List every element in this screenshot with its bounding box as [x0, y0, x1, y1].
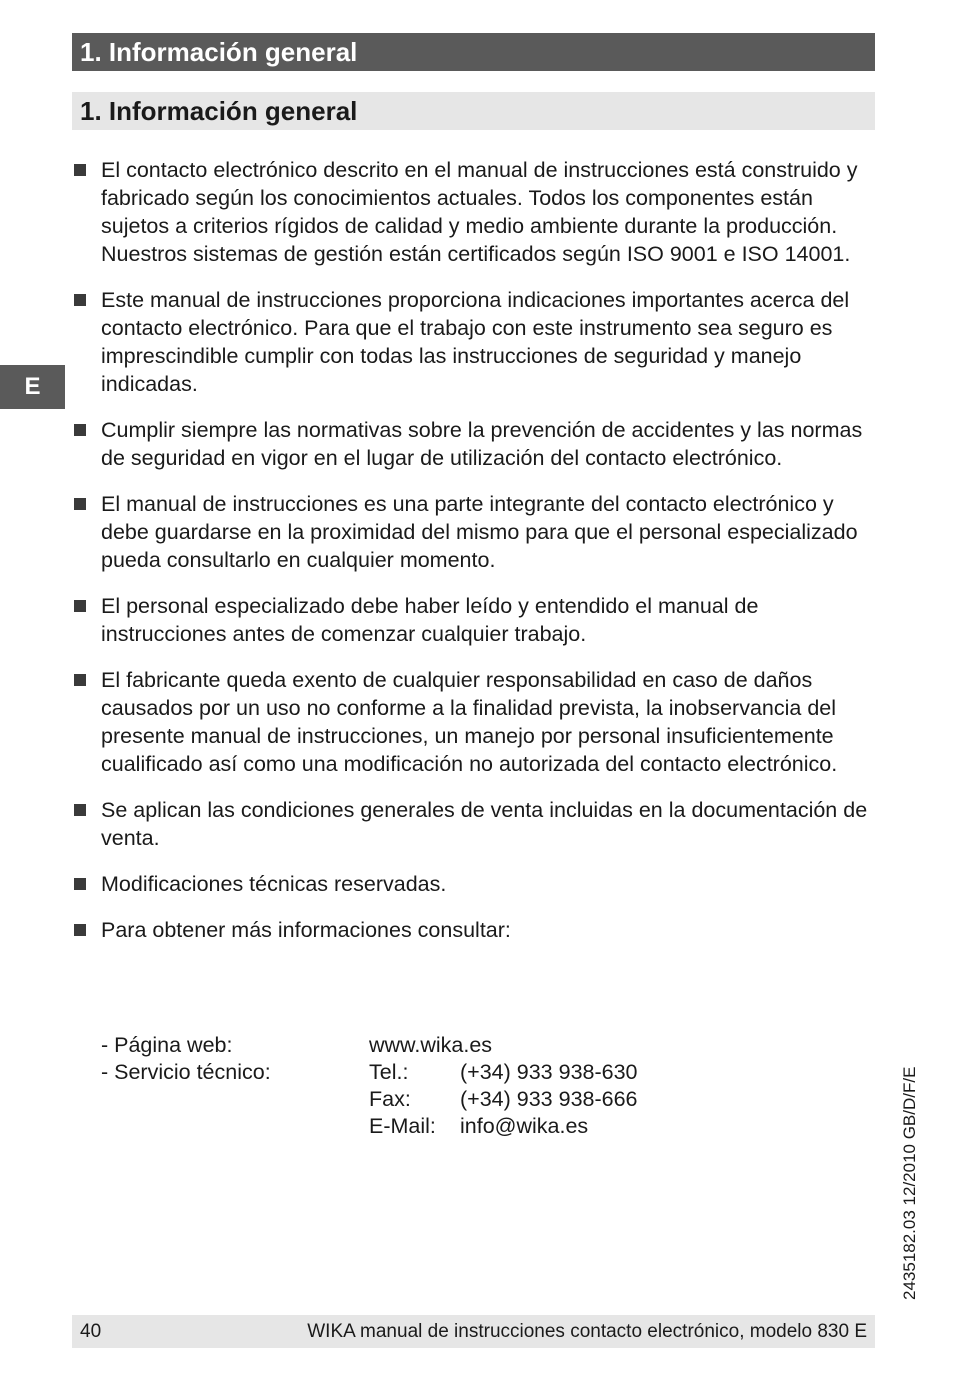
contact-table	[101, 1032, 661, 1140]
list-item-text: El fabricante queda exento de cualquier responsabilidad en caso de daños causados por un uso no conforme a la finalidad prevista, la inobservancia del presente manual de instrucciones, un manejo por personal insuficientemente cualificado así como una modificación no autorizada del contacto electrónico.	[101, 668, 838, 776]
subsection-header	[72, 92, 875, 130]
service-label: - Servicio técnico:	[101, 1060, 271, 1084]
section-title: 1. Información general	[80, 37, 358, 67]
fax-label: Fax:	[369, 1087, 411, 1111]
list-item	[72, 666, 878, 778]
language-tab: E	[0, 365, 65, 409]
list-item-text: Se aplican las condiciones generales de venta incluidas en la documentación de venta.	[101, 798, 868, 850]
square-bullet-icon	[74, 164, 86, 176]
square-bullet-icon	[74, 878, 86, 890]
contact-row-web	[101, 1032, 661, 1059]
email-link[interactable]: info@wika.es	[460, 1114, 589, 1138]
list-item	[72, 416, 878, 472]
list-item	[72, 156, 878, 268]
email-label: E-Mail:	[369, 1114, 436, 1138]
square-bullet-icon	[74, 804, 86, 816]
web-label: - Página web:	[101, 1033, 233, 1057]
square-bullet-icon	[74, 498, 86, 510]
list-item-text: Modificaciones técnicas reservadas.	[101, 872, 447, 896]
list-item	[72, 796, 878, 852]
list-item	[72, 916, 878, 944]
bullet-list	[72, 156, 878, 962]
page-footer	[72, 1315, 875, 1348]
list-item	[72, 286, 878, 398]
contact-row-email	[101, 1113, 661, 1140]
subsection-title: 1. Información general	[80, 96, 358, 126]
page-number: 40	[80, 1321, 102, 1342]
list-item	[72, 870, 878, 898]
footer-title: WIKA manual de instrucciones contacto electrónico, modelo 830 E	[307, 1321, 867, 1342]
list-item	[72, 592, 878, 648]
fax-value: (+34) 933 938-666	[460, 1087, 638, 1111]
list-item-text: El contacto electrónico descrito en el manual de instrucciones está construido y fabricado según los conocimientos actuales. Todos los componentes están sujetos a criterios rígidos de calidad y medio ambiente durante la producción. Nuestros sistemas de gestión están certificados según ISO 9001 e ISO 14001.	[101, 158, 858, 266]
list-item-text: El personal especializado debe haber leído y entendido el manual de instrucciones antes de comenzar cualquier trabajo.	[101, 594, 759, 646]
tel-label: Tel.:	[369, 1060, 409, 1084]
list-item-text: Cumplir siempre las normativas sobre la prevención de accidentes y las normas de seguridad en vigor en el lugar de utilización del contacto electrónico.	[101, 418, 863, 470]
contact-row-tel	[101, 1059, 661, 1086]
section-header	[72, 33, 875, 71]
web-link[interactable]: www.wika.es	[369, 1033, 493, 1057]
square-bullet-icon	[74, 294, 86, 306]
square-bullet-icon	[74, 924, 86, 936]
square-bullet-icon	[74, 424, 86, 436]
list-item	[72, 490, 878, 574]
contact-row-fax	[101, 1086, 661, 1113]
square-bullet-icon	[74, 600, 86, 612]
tel-value: (+34) 933 938-630	[460, 1060, 638, 1084]
document-code: 2435182.03 12/2010 GB/D/F/E	[900, 1066, 919, 1300]
list-item-text: Este manual de instrucciones proporciona indicaciones importantes acerca del contacto electrónico. Para que el trabajo con este instrumento sea seguro es imprescindible cumplir con todas las instrucciones de seguridad y manejo indicadas.	[101, 288, 850, 396]
list-item-text: Para obtener más informaciones consultar:	[101, 918, 511, 942]
square-bullet-icon	[74, 674, 86, 686]
list-item-text: El manual de instrucciones es una parte integrante del contacto electrónico y debe guardarse en la proximidad del mismo para que el personal especializado pueda consultarlo en cualquier momento.	[101, 492, 858, 572]
